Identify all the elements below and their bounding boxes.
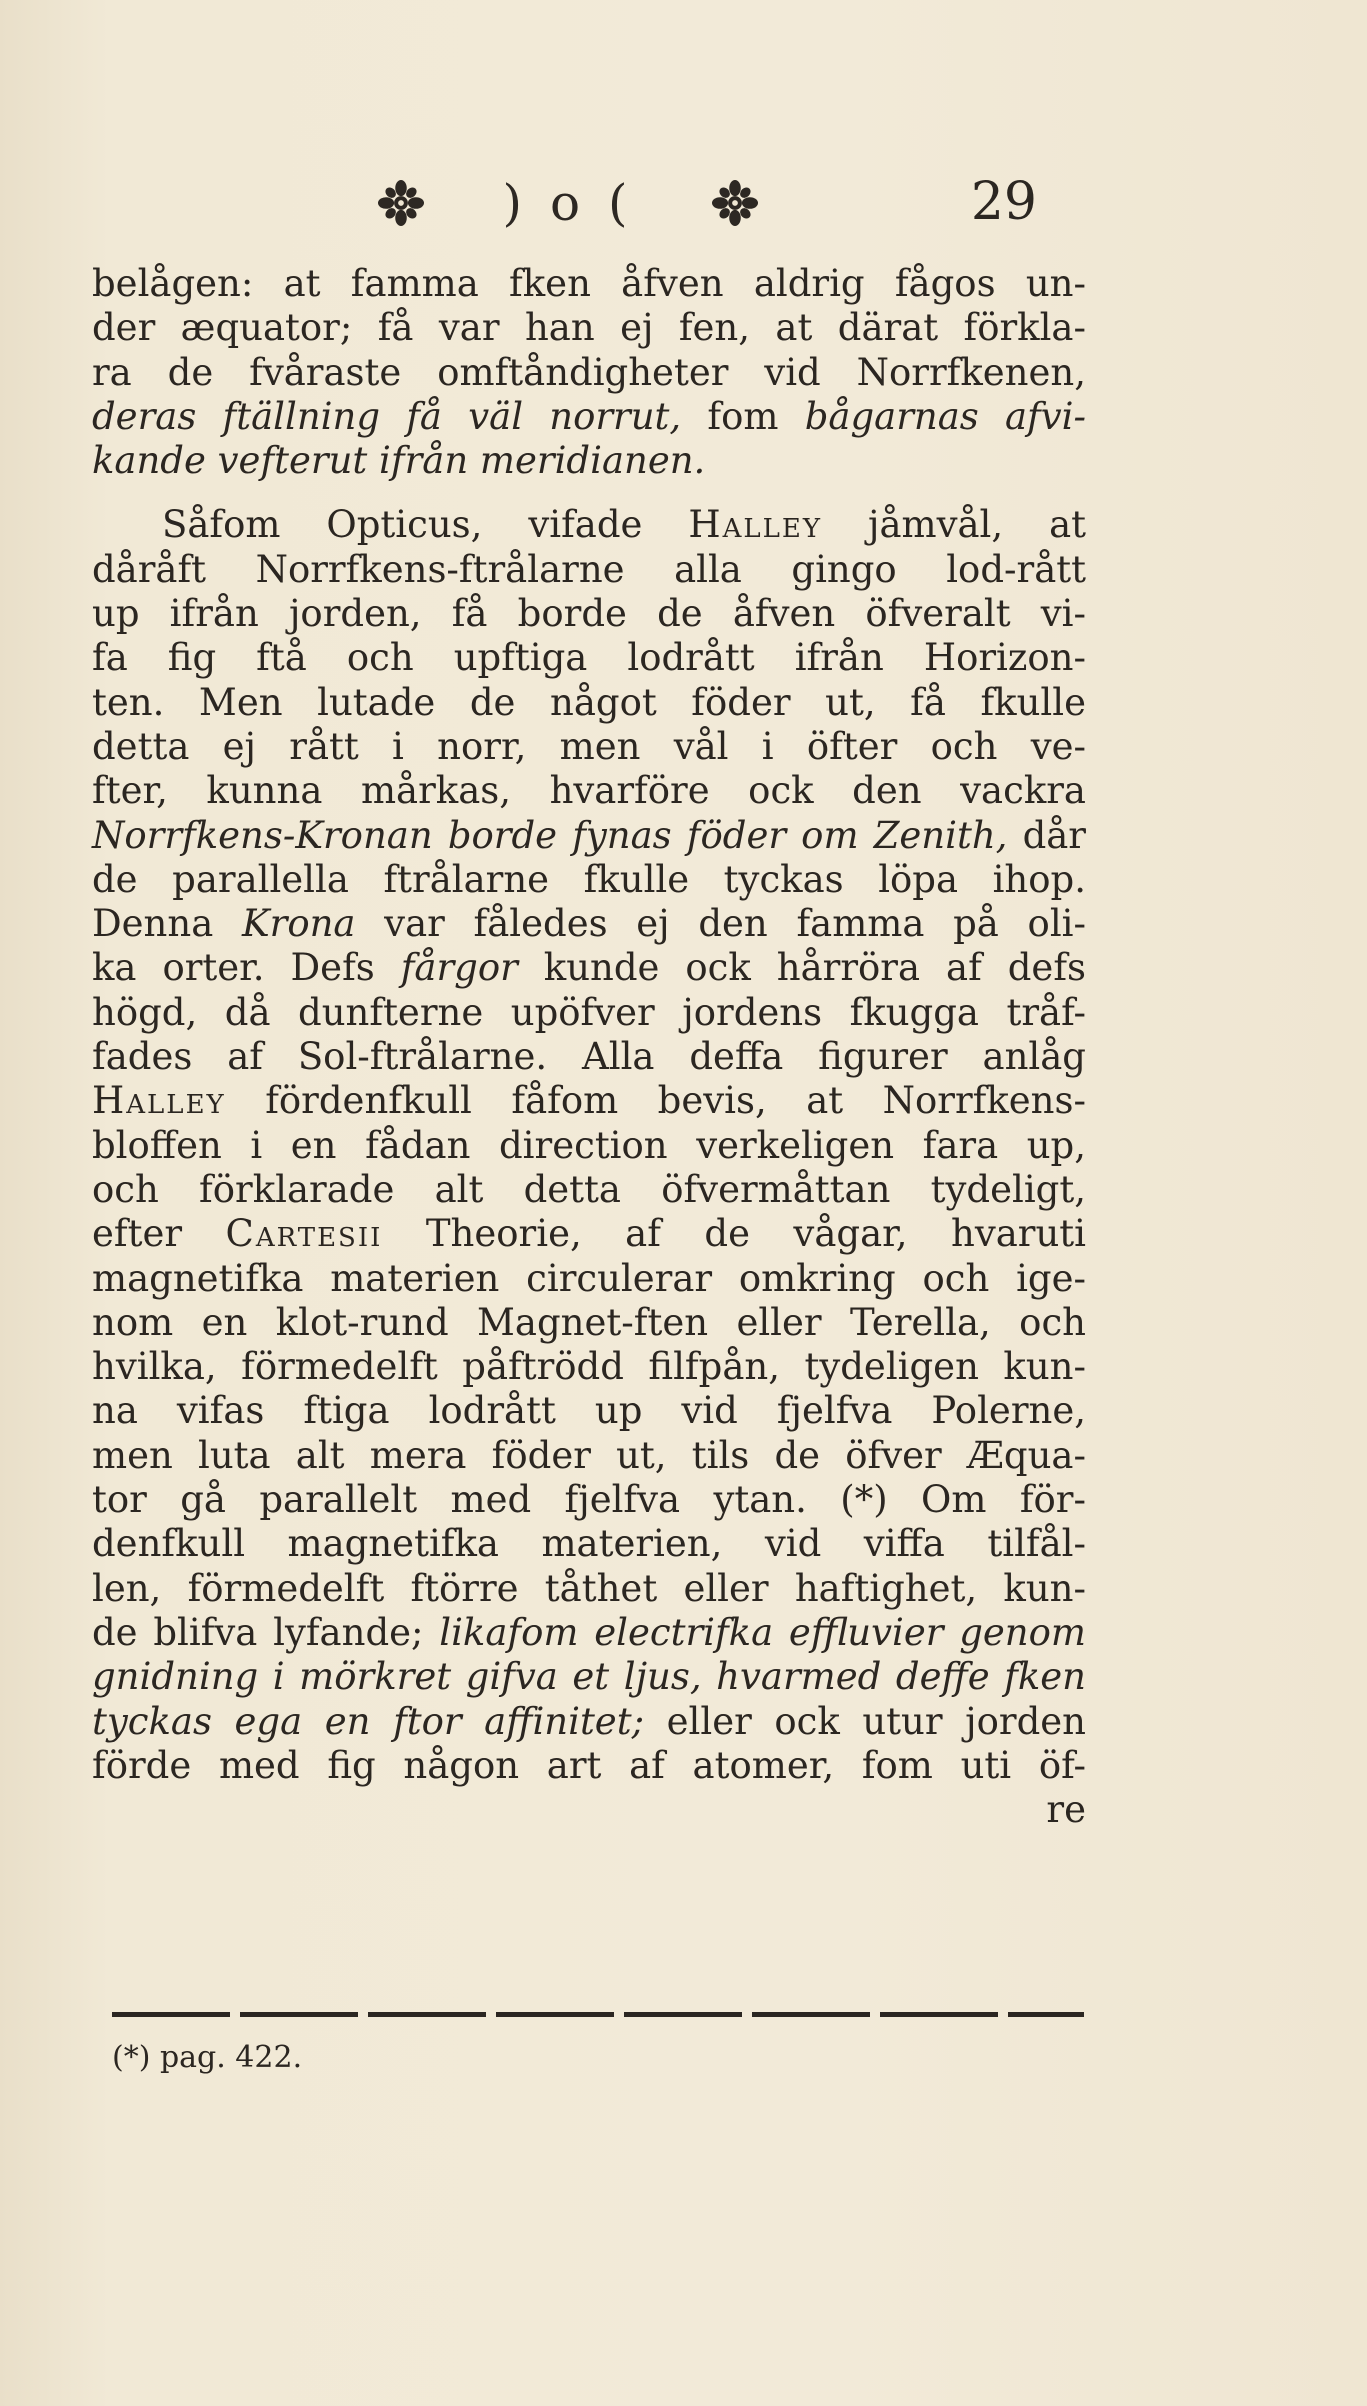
text-segment: högd, då dunfterne upöfver jordens fkugga tråf- — [92, 990, 1086, 1034]
text-segment: na vifas ftiga lodrått up vid fjelfva Polerne, — [92, 1389, 1086, 1433]
text-segment: tor gå parallelt med fjelfva ytan. (*) Om för- — [92, 1478, 1086, 1522]
text-segment: magnetifka materien circulerar omkring och ige- — [92, 1256, 1086, 1300]
paragraph-gap — [92, 483, 1086, 503]
text-segment: men luta alt mera föder ut, tils de öfver Æqua- — [92, 1433, 1086, 1477]
text-segment: och förklarade alt detta öfvermåttan tydeligt, — [92, 1167, 1086, 1211]
text-segment: fter, kunna mårkas, hvarföre ock den vackra — [92, 769, 1086, 813]
text-line — [92, 858, 1086, 902]
text-line — [92, 946, 1086, 990]
body-text — [92, 262, 1086, 1832]
text-line — [92, 1168, 1086, 1212]
text-line — [92, 306, 1086, 350]
text-line — [92, 1611, 1086, 1655]
text-line — [92, 636, 1086, 680]
text-line — [92, 991, 1086, 1035]
text-segment: len, förmedelft ftörre tåthet eller haftighet, kun- — [92, 1566, 1086, 1610]
text-line — [92, 902, 1086, 946]
text-line — [92, 1478, 1086, 1522]
page-number: 29 — [970, 172, 1037, 232]
text-segment: de blifva lyfande; — [92, 1610, 440, 1654]
text-segment: eller ock utur jorden — [644, 1699, 1086, 1743]
text-segment: Såfom Opticus, vifade — [162, 503, 689, 547]
text-line — [92, 503, 1086, 547]
text-segment: Halley — [688, 503, 823, 547]
header-ornament-text: ) o ( — [502, 174, 634, 232]
text-line — [92, 1434, 1086, 1478]
text-line — [92, 1301, 1086, 1345]
text-line — [92, 262, 1086, 306]
text-segment: re — [1046, 1788, 1086, 1832]
footnote: (*) pag. 422. — [112, 2040, 303, 2075]
text-line — [92, 1212, 1086, 1256]
text-line — [92, 725, 1086, 769]
text-segment: dår — [1007, 813, 1086, 857]
flower-ornament-left-icon — [378, 180, 424, 226]
text-segment: bågarnas afvi- — [804, 394, 1086, 438]
text-segment: denfkull magnetifka materien, vid viffa tilfål- — [92, 1522, 1086, 1566]
page-header — [0, 168, 1367, 238]
text-segment: Denna — [92, 902, 242, 946]
text-line — [92, 1035, 1086, 1079]
text-line — [92, 1389, 1086, 1433]
text-segment: fa fig ftå och upftiga lodrått ifrån Horizon- — [92, 636, 1086, 680]
text-line — [92, 1744, 1086, 1788]
text-segment: Cartesii — [225, 1212, 383, 1256]
text-line — [92, 1788, 1086, 1832]
text-segment: belågen: at famma fken åfven aldrig fågos un- — [92, 262, 1086, 305]
text-line — [92, 1079, 1086, 1123]
text-line — [92, 1700, 1086, 1744]
text-line — [92, 439, 1086, 483]
text-line — [92, 351, 1086, 395]
text-segment: ka orter. Defs — [92, 946, 401, 990]
text-segment: ten. Men lutade de något föder ut, få fkulle — [92, 680, 1086, 724]
text-segment: der æquator; få var han ej fen, at därat förkla- — [92, 306, 1086, 350]
text-line — [92, 1124, 1086, 1168]
text-segment: fördenfkull fåfom bevis, at Norrfkens- — [225, 1079, 1086, 1123]
text-segment: detta ej rått i norr, men vål i öfter och ve- — [92, 724, 1086, 768]
footnote-rule — [112, 2012, 1084, 2017]
text-line — [92, 1567, 1086, 1611]
text-line — [92, 814, 1086, 858]
text-segment: efter — [92, 1212, 226, 1256]
flower-ornament-right-icon — [712, 180, 758, 226]
text-segment: hvilka, förmedelft påftrödd filfpån, tydeligen kun- — [92, 1345, 1086, 1389]
text-segment: Krona — [241, 902, 356, 946]
text-segment: bloffen i en fådan direction verkeligen fara up, — [92, 1123, 1086, 1167]
text-line — [92, 592, 1086, 636]
text-segment: förde med fig någon art af atomer, fom uti öf- — [92, 1743, 1086, 1787]
text-line — [92, 769, 1086, 813]
text-segment: nom en klot-rund Magnet-ften eller Terella, och — [92, 1300, 1086, 1344]
text-segment: up ifrån jorden, få borde de åfven öfveralt vi- — [92, 592, 1086, 636]
header-ornament — [378, 168, 758, 238]
text-line — [92, 1522, 1086, 1566]
text-segment: gnidning i mörkret gifva et ljus, hvarmed deffe fken — [92, 1655, 1086, 1699]
text-segment: kande vefterut ifrån meridianen. — [92, 439, 706, 483]
text-segment: fom — [681, 394, 805, 438]
text-line — [92, 681, 1086, 725]
text-segment: deras ftällning få väl norrut, — [92, 394, 682, 438]
text-line — [92, 1345, 1086, 1389]
text-segment: fades af Sol-ftrålarne. Alla deffa figurer anlåg — [92, 1035, 1086, 1079]
text-line — [92, 1655, 1086, 1699]
text-segment: kunde ock hårröra af defs — [517, 946, 1086, 990]
text-segment: likafom electrifka effluvier genom — [439, 1610, 1086, 1654]
text-line — [92, 1257, 1086, 1301]
text-segment: de parallella ftrålarne fkulle tyckas löpa ihop. — [92, 857, 1086, 901]
text-segment: jåmvål, at — [822, 503, 1086, 547]
text-segment: Theorie, af de vågar, hvaruti — [382, 1212, 1086, 1256]
text-segment: ra de fvåraste omftåndigheter vid Norrfkenen, — [92, 350, 1086, 394]
text-segment: tyckas ega en ftor affinitet; — [92, 1699, 645, 1743]
text-line — [92, 548, 1086, 592]
text-segment: Halley — [92, 1079, 226, 1123]
text-segment: var fåledes ej den famma på oli- — [355, 902, 1087, 946]
text-segment: fårgor — [400, 946, 518, 990]
text-segment: Norrfkens-Kronan borde fynas föder om Zenith, — [92, 813, 1008, 857]
text-segment: dåråft Norrfkens-ftrålarne alla gingo lod-rått — [92, 547, 1086, 591]
text-line — [92, 395, 1086, 439]
